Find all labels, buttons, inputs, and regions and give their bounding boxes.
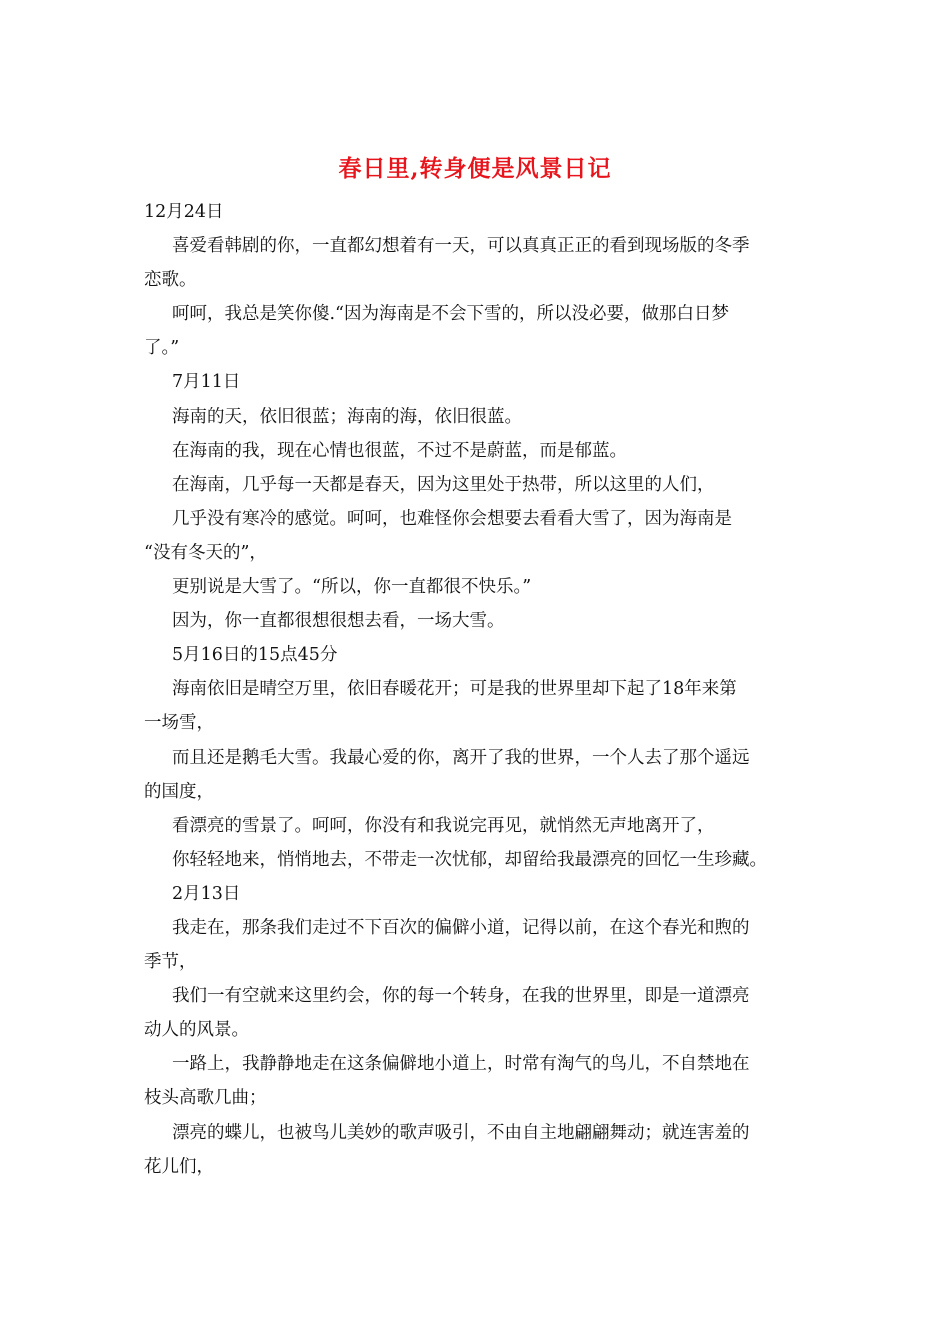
text-line: 在海南，几乎每一天都是春天，因为这里处于热带，所以这里的人们， — [172, 474, 715, 495]
text-line: 我们一有空就来这里约会，你的每一个转身，在我的世界里，即是一道漂亮 — [172, 986, 750, 1007]
text-line: 一路上，我静静地走在这条偏僻地小道上，时常有淘气的鸟儿，不自禁地在 — [172, 1054, 750, 1075]
text-line: 2月13日 — [172, 883, 241, 904]
document-title: 春日里,转身便是风景日记 — [338, 155, 612, 182]
text-line: 海南依旧是晴空万里，依旧春暖花开；可是我的世界里却下起了18年来第 — [172, 679, 737, 700]
text-line: 恋歌。 — [144, 270, 197, 291]
text-line: 我走在，那条我们走过不下百次的偏僻小道，记得以前，在这个春光和煦的 — [172, 917, 750, 938]
text-line: 更别说是大雪了。“所以，你一直都很不快乐。” — [172, 577, 532, 598]
text-line: 海南的天，依旧很蓝；海南的海，依旧很蓝。 — [172, 406, 522, 427]
text-line: 而且还是鹅毛大雪。我最心爱的你，离开了我的世界，一个人去了那个遥远 — [172, 747, 750, 768]
text-line: 喜爱看韩剧的你，一直都幻想着有一天，可以真真正正的看到现场版的冬季 — [172, 236, 750, 257]
text-line: 一场雪， — [144, 713, 214, 734]
text-line: 枝头高歌几曲； — [144, 1088, 267, 1109]
text-line: 呵呵，我总是笑你傻.“因为海南是不会下雪的，所以没必要，做那白日梦 — [172, 304, 730, 325]
text-line: 动人的风景。 — [144, 1020, 249, 1041]
text-line: 7月11日 — [172, 372, 241, 393]
text-line: 几乎没有寒冷的感觉。呵呵，也难怪你会想要去看看大雪了，因为海南是 — [172, 508, 732, 529]
text-line: “没有冬天的”， — [144, 542, 267, 563]
document-body — [144, 195, 808, 1184]
text-line: 花儿们， — [144, 1156, 214, 1177]
text-line: 5月16日的15点45分 — [172, 645, 338, 666]
text-line: 的国度， — [144, 781, 214, 802]
text-line: 季节， — [144, 952, 197, 973]
text-line: 看漂亮的雪景了。呵呵，你没有和我说完再见，就悄然无声地离开了， — [172, 815, 715, 836]
text-line: 漂亮的蝶儿，也被鸟儿美妙的歌声吸引，不由自主地翩翩舞动；就连害羞的 — [172, 1122, 750, 1143]
text-line: 你轻轻地来，悄悄地去，不带走一次忧郁，却留给我最漂亮的回忆一生珍藏。 — [172, 849, 767, 870]
text-line: 了。” — [144, 338, 180, 359]
text-line: 在海南的我，现在心情也很蓝，不过不是蔚蓝，而是郁蓝。 — [172, 440, 627, 461]
text-line: 12月24日 — [144, 202, 224, 222]
text-line: 因为，你一直都很想很想去看，一场大雪。 — [172, 611, 505, 632]
